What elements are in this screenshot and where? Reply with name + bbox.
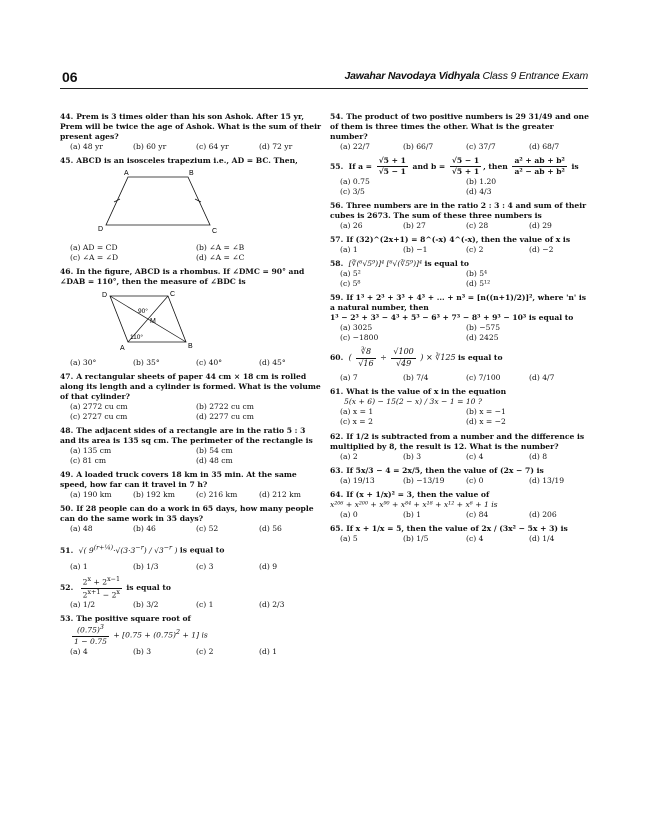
question-number: 56. bbox=[330, 201, 344, 211]
option-b[interactable]: (b) −13/19 bbox=[403, 475, 445, 485]
option-d[interactable]: (d) 1 bbox=[259, 646, 278, 656]
option-a[interactable]: (a) 2772 cu cm bbox=[70, 402, 128, 412]
question-text: The positive square root of bbox=[76, 614, 191, 624]
option-c[interactable]: (c) 4 bbox=[466, 533, 484, 543]
question-52 bbox=[60, 576, 322, 610]
question-number: 57. bbox=[330, 235, 344, 245]
point-m: M bbox=[150, 318, 156, 326]
equation-61: 5(x + 6) − 15(2 − x) / 3x − 1 = 10 ? bbox=[344, 397, 483, 407]
vertex-b: B bbox=[188, 343, 193, 351]
option-c[interactable]: (c) 5⁸ bbox=[340, 279, 361, 289]
vertex-d: D bbox=[98, 226, 104, 234]
option-d[interactable]: (d) 9 bbox=[259, 561, 278, 571]
question-number: 45. bbox=[60, 156, 74, 166]
question-number: 52. bbox=[60, 583, 74, 593]
question-number: 44. bbox=[60, 112, 74, 121]
question-text: The adjacent sides of a rectangle are in the ratio 5 : 3 and its area is 135 sq cm. The perimeter of the rectangle is bbox=[60, 426, 313, 446]
option-a[interactable]: (a) 5 bbox=[340, 533, 358, 543]
question-number: 60. bbox=[330, 353, 344, 363]
option-c[interactable]: (c) 64 yr bbox=[196, 142, 229, 152]
option-a[interactable]: (a) 19/13 bbox=[340, 475, 375, 485]
question-number: 59. bbox=[330, 293, 344, 303]
option-a[interactable]: (a) AD = CD bbox=[70, 243, 118, 253]
options bbox=[340, 452, 592, 462]
question-57 bbox=[330, 235, 592, 255]
option-a[interactable]: (a) 0.75 bbox=[340, 177, 370, 187]
question-line2: x²⁰⁶ + x²⁰⁰ + x⁹⁰ + x⁸⁴ + x¹⁸ + x¹² + x⁶ + 1 is bbox=[330, 499, 498, 509]
option-d[interactable]: (d) −2 bbox=[529, 245, 554, 255]
option-c[interactable]: (c) x = 2 bbox=[340, 417, 373, 427]
option-b[interactable]: (b) 5⁴ bbox=[466, 269, 488, 279]
option-b[interactable]: (b) 1/3 bbox=[133, 561, 159, 571]
option-c[interactable]: (c) 2 bbox=[466, 245, 484, 255]
options bbox=[70, 446, 322, 466]
radical-expression: √( $9^{(r+\frac{1}{4})}\cdot√(3\cdot 3^{-r}) / √3^{-r}$ ) bbox=[78, 544, 178, 555]
option-c[interactable]: (c) 7/100 bbox=[466, 373, 501, 383]
question-63 bbox=[330, 466, 592, 486]
question-text: Three numbers are in the ratio 2 : 3 : 4 and sum of their cubes is 2673. The sum of these three numbers is bbox=[330, 201, 587, 221]
options bbox=[340, 142, 592, 152]
exam-title-sub: Class 9 Entrance Exam bbox=[482, 70, 588, 82]
option-c[interactable]: (c) 216 km bbox=[196, 490, 238, 500]
question-55 bbox=[330, 156, 592, 197]
question-62 bbox=[330, 432, 592, 462]
option-c[interactable]: (c) 2 bbox=[196, 646, 214, 656]
option-d[interactable]: (d) 206 bbox=[529, 509, 557, 519]
option-d[interactable]: (d) 212 km bbox=[259, 490, 301, 500]
question-text: If x + 1/x = 5, then the value of 2x / (3x² − 5x + 3) is bbox=[346, 523, 568, 533]
question-text: If 28 people can do a work in 65 days, how many people can do the same work in 35 days? bbox=[60, 504, 314, 524]
expression-60: ( $\frac{∛8}{√16}$ ÷ $\frac{√100}{√49}$ ) × ∛125 bbox=[348, 347, 456, 368]
options bbox=[70, 600, 322, 610]
angle-110: 110° bbox=[130, 334, 143, 342]
question-number: 58. bbox=[330, 259, 344, 269]
options bbox=[70, 358, 322, 368]
exam-title bbox=[345, 70, 589, 82]
option-d[interactable]: (d) x = −2 bbox=[466, 417, 506, 427]
option-d[interactable]: (d) 13/19 bbox=[529, 475, 565, 485]
option-a[interactable]: (a) 22/7 bbox=[340, 142, 370, 152]
question-line2: 1³ − 2³ + 3³ − 4³ + 5³ − 6³ + 7³ − 8³ + 9³ − 10³ is equal to bbox=[330, 313, 574, 323]
vertex-c: C bbox=[170, 291, 176, 299]
option-a[interactable]: (a) 1 bbox=[340, 245, 358, 255]
question-text: If 1/2 is subtracted from a number and the difference is multiplied by 8, the result is 12. What is the number? bbox=[330, 431, 585, 451]
question-number: 46. bbox=[60, 267, 74, 277]
exam-title-main: Jawahar Navodaya Vidhyala bbox=[344, 70, 480, 82]
question-50 bbox=[60, 504, 322, 534]
option-c[interactable]: (c) 28 bbox=[466, 221, 489, 231]
question-number: 61. bbox=[330, 387, 344, 397]
options bbox=[340, 245, 592, 255]
question-text: In the figure, ABCD is a rhombus. If ∠DMC = 90° and ∠DAB = 110°, then the measure of ∠BDC is bbox=[60, 267, 305, 287]
option-d[interactable]: (d) 2/3 bbox=[259, 600, 285, 610]
question-text: If (x + 1/x)² = 3, then the value of bbox=[346, 489, 490, 499]
option-d[interactable]: (d) 4/3 bbox=[466, 187, 492, 197]
option-b[interactable]: (b) −575 bbox=[466, 323, 501, 333]
question-number: 53. bbox=[60, 614, 74, 624]
option-a[interactable]: (a) 26 bbox=[340, 221, 363, 231]
options bbox=[70, 524, 322, 534]
vertex-b: B bbox=[189, 170, 194, 178]
option-a[interactable]: (a) 5² bbox=[340, 269, 361, 279]
option-d[interactable]: (d) ∠A = ∠C bbox=[196, 253, 245, 263]
question-number: 47. bbox=[60, 372, 74, 382]
option-d[interactable]: (d) 56 bbox=[259, 524, 282, 534]
option-d[interactable]: (d) 1/4 bbox=[529, 533, 555, 543]
option-b[interactable]: (b) 3/2 bbox=[133, 600, 159, 610]
option-a[interactable]: (a) 0 bbox=[340, 509, 358, 519]
options bbox=[70, 142, 322, 152]
options bbox=[70, 402, 322, 422]
question-tail: is equal to bbox=[179, 545, 225, 555]
options bbox=[340, 534, 592, 544]
question-60 bbox=[330, 347, 592, 383]
question-number: 55. bbox=[330, 161, 344, 171]
option-c[interactable]: (c) 52 bbox=[196, 524, 219, 534]
header-rule bbox=[60, 88, 588, 89]
vertex-a: A bbox=[120, 345, 125, 353]
question-text: The product of two positive numbers is 29 31/49 and one of them is three times the other. What is the greater number? bbox=[330, 112, 589, 142]
question-number: 64. bbox=[330, 489, 344, 499]
option-b[interactable]: (b) 27 bbox=[403, 221, 426, 231]
option-b[interactable]: (b) 1.20 bbox=[466, 177, 497, 187]
question-text: If 1³ + 2³ + 3³ + 4³ + ... + n³ = [n((n+1)/2)]², where 'n' is a natural number, then bbox=[330, 293, 587, 313]
rhombus-figure bbox=[90, 290, 200, 352]
question-number: 54. bbox=[330, 112, 344, 121]
options bbox=[340, 221, 592, 231]
question-45 bbox=[60, 156, 322, 263]
option-c[interactable]: (c) 84 bbox=[466, 509, 489, 519]
question-47 bbox=[60, 372, 322, 422]
question-46 bbox=[60, 267, 322, 368]
option-a[interactable]: (a) 7 bbox=[340, 373, 358, 383]
question-49 bbox=[60, 470, 322, 500]
question-text: is equal to bbox=[458, 353, 503, 363]
option-d[interactable]: (d) 72 yr bbox=[259, 142, 293, 152]
option-c[interactable]: (c) 2727 cu cm bbox=[70, 412, 128, 422]
option-b[interactable]: (b) 1 bbox=[403, 509, 422, 519]
option-c[interactable]: (c) −1800 bbox=[340, 333, 379, 343]
question-text: is equal to bbox=[424, 259, 469, 269]
options bbox=[70, 647, 322, 657]
question-58 bbox=[330, 259, 592, 289]
options bbox=[340, 476, 592, 486]
option-b[interactable]: (b) 1/5 bbox=[403, 533, 429, 543]
question-text: A rectangular sheets of paper 44 cm × 18 cm is rolled along its length and a cylinder is formed. What is the volume of that cylinder? bbox=[60, 372, 321, 402]
question-text: ABCD is an isosceles trapezium i.e., AD = BC. Then, bbox=[76, 156, 298, 166]
question-56 bbox=[330, 201, 592, 231]
question-59 bbox=[330, 293, 592, 343]
option-a[interactable]: (a) 190 km bbox=[70, 490, 112, 500]
question-44 bbox=[60, 112, 322, 152]
vertex-c: C bbox=[212, 228, 218, 236]
option-b[interactable]: (b) 66/7 bbox=[403, 142, 434, 152]
question-text: If 5x/3 − 4 = 2x/5, then the value of (2x − 7) is bbox=[346, 465, 544, 475]
left-column bbox=[60, 112, 322, 661]
expression-53: $\frac{(0.75)^3}{1 - 0.75}$ + $[0.75 + (0.75)^2 + 1]$ is bbox=[74, 624, 208, 646]
fraction-expression: $\frac{2^x + 2^{x-1}}{2^{x+1} - 2^x}$ bbox=[82, 575, 120, 600]
options bbox=[70, 243, 322, 263]
option-b[interactable]: (b) 3 bbox=[133, 646, 152, 656]
option-a[interactable]: (a) 1/2 bbox=[70, 600, 96, 610]
option-a[interactable]: (a) 48 yr bbox=[70, 142, 103, 152]
question-text: A loaded truck covers 18 km in 35 min. At the same speed, how far can it travel in 7 h? bbox=[60, 470, 297, 490]
option-b[interactable]: (b) 2722 cu cm bbox=[196, 402, 254, 412]
option-b[interactable]: (b) −1 bbox=[403, 245, 428, 255]
option-a[interactable]: (a) 1 bbox=[70, 561, 88, 571]
radical-expression: [∛(⁶√5⁹)]⁴ [⁶√(∛5⁹)]⁴ bbox=[348, 259, 423, 269]
option-a[interactable]: (a) 135 cm bbox=[70, 446, 112, 456]
option-c[interactable]: (c) 0 bbox=[466, 475, 484, 485]
right-column bbox=[330, 112, 592, 548]
question-tail: is equal to bbox=[126, 583, 171, 593]
option-d[interactable]: (d) 5¹² bbox=[466, 279, 491, 289]
page-number: 06 bbox=[62, 69, 78, 85]
question-number: 63. bbox=[330, 465, 344, 475]
option-b[interactable]: (b) 46 bbox=[133, 524, 156, 534]
option-d[interactable]: (d) 4/7 bbox=[529, 373, 555, 383]
trapezium-figure bbox=[90, 169, 230, 237]
option-a[interactable]: (a) 2 bbox=[340, 451, 358, 461]
option-c[interactable]: (c) 40° bbox=[196, 358, 223, 368]
question-65 bbox=[330, 524, 592, 544]
options bbox=[340, 373, 592, 383]
option-c[interactable]: (c) ∠A = ∠D bbox=[70, 253, 119, 263]
option-d[interactable]: (d) 45° bbox=[259, 358, 286, 368]
option-b[interactable]: (b) 35° bbox=[133, 358, 160, 368]
options bbox=[340, 323, 592, 343]
option-b[interactable]: (b) 7/4 bbox=[403, 373, 429, 383]
vertex-a: A bbox=[124, 170, 129, 178]
option-b[interactable]: (b) 192 km bbox=[133, 490, 175, 500]
question-number: 62. bbox=[330, 431, 344, 441]
option-b[interactable]: (b) 54 cm bbox=[196, 446, 233, 456]
question-48 bbox=[60, 426, 322, 466]
option-b[interactable]: (b) 3 bbox=[403, 451, 422, 461]
options bbox=[70, 562, 322, 572]
question-64 bbox=[330, 490, 592, 520]
option-c[interactable]: (c) 4 bbox=[466, 451, 484, 461]
option-a[interactable]: (a) x = 1 bbox=[340, 407, 374, 417]
option-b[interactable]: (b) 60 yr bbox=[133, 142, 167, 152]
options bbox=[340, 407, 592, 427]
question-number: 65. bbox=[330, 523, 344, 533]
option-c[interactable]: (c) 37/7 bbox=[466, 142, 496, 152]
question-number: 50. bbox=[60, 504, 74, 514]
option-d[interactable]: (d) 2277 cu cm bbox=[196, 412, 254, 422]
question-number: 49. bbox=[60, 470, 74, 480]
options bbox=[340, 269, 592, 289]
question-text: What is the value of x in the equation bbox=[346, 387, 507, 397]
option-d[interactable]: (d) 8 bbox=[529, 451, 548, 461]
question-text: If (32)^(2x+1) = 8^(-x) 4^(-x), then the value of x is bbox=[346, 235, 571, 245]
option-b[interactable]: (b) x = −1 bbox=[466, 407, 506, 417]
question-number: 51. bbox=[60, 545, 74, 555]
question-51 bbox=[60, 544, 322, 572]
options bbox=[70, 490, 322, 500]
vertex-d: D bbox=[102, 292, 108, 300]
option-a[interactable]: (a) 4 bbox=[70, 646, 88, 656]
question-61 bbox=[330, 387, 592, 427]
question-number: 48. bbox=[60, 426, 74, 436]
option-d[interactable]: (d) 29 bbox=[529, 221, 552, 231]
option-c[interactable]: (c) 81 cm bbox=[70, 456, 107, 466]
option-c[interactable]: (c) 3 bbox=[196, 561, 214, 571]
question-text: Prem is 3 times older than his son Ashok. After 15 yr, Prem will be twice the age of Ashok. What is the sum of their present ages? bbox=[60, 112, 321, 142]
option-d[interactable]: (d) 48 cm bbox=[196, 456, 233, 466]
question-54 bbox=[330, 112, 592, 152]
options bbox=[340, 177, 592, 197]
angle-90: 90° bbox=[138, 308, 148, 316]
options bbox=[340, 510, 592, 520]
option-d[interactable]: (d) 68/7 bbox=[529, 142, 560, 152]
option-a[interactable]: (a) 48 bbox=[70, 524, 93, 534]
question-53 bbox=[60, 614, 322, 657]
option-c[interactable]: (c) 3/5 bbox=[340, 187, 365, 197]
option-c[interactable]: (c) 1 bbox=[196, 600, 214, 610]
expression-55: If a = $\frac{√5 + 1}{√5 - 1}$ and b = $\frac{√5 - 1}{√5 + 1}$ , then $\frac{\text{a² + ab + b²}}{\text{a² − ab + b²}}$ is bbox=[348, 156, 579, 177]
option-d[interactable]: (d) 2425 bbox=[466, 333, 499, 343]
option-b[interactable]: (b) ∠A = ∠B bbox=[196, 243, 245, 253]
option-a[interactable]: (a) 3025 bbox=[340, 323, 373, 333]
option-a[interactable]: (a) 30° bbox=[70, 358, 97, 368]
